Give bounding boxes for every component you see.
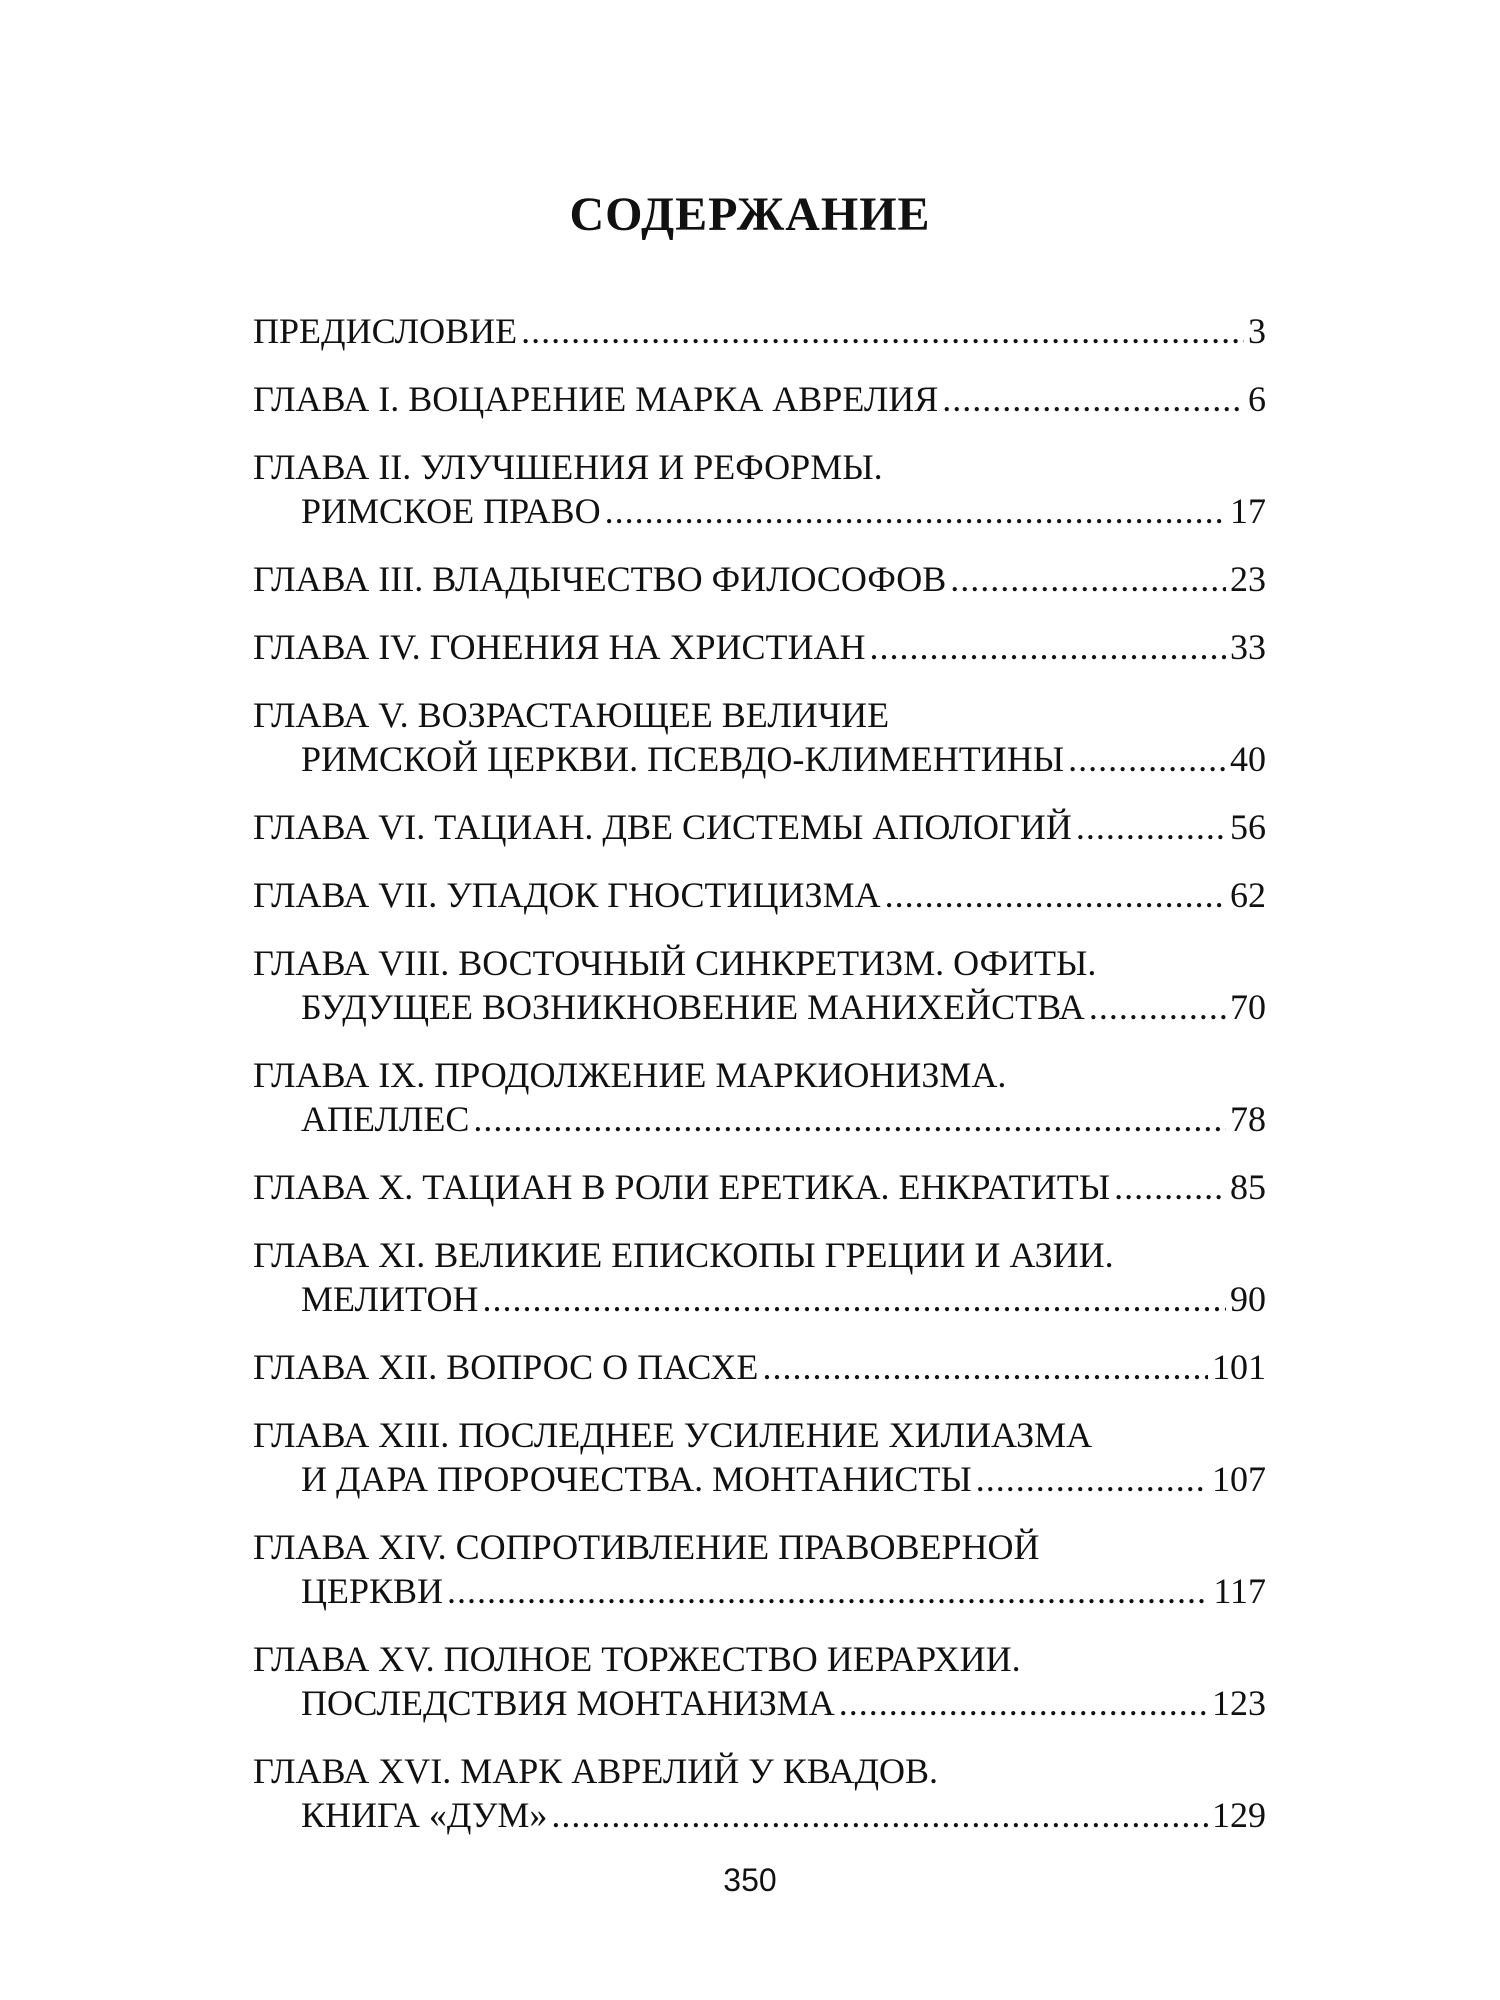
toc-entry xyxy=(253,625,1266,669)
toc-page-number: 123 xyxy=(1212,1683,1266,1723)
toc-entry xyxy=(253,377,1266,421)
dot-leader xyxy=(870,625,1226,669)
toc-entry xyxy=(253,1233,1266,1321)
toc-page-number: 78 xyxy=(1230,1099,1266,1139)
toc-line xyxy=(253,1345,1266,1389)
page-title: СОДЕРЖАНИЕ xyxy=(569,188,931,241)
toc-entry-title: ГЛАВА XI. ВЕЛИКИЕ ЕПИСКОПЫ ГРЕЦИИ И АЗИИ. xyxy=(253,1235,1114,1275)
toc-page-number: 101 xyxy=(1212,1347,1266,1387)
toc-page-number: 3 xyxy=(1248,311,1266,351)
toc-entry xyxy=(253,693,1266,781)
toc-line xyxy=(253,1233,1266,1277)
toc-entry-title: ГЛАВА XIII. ПОСЛЕДНЕЕ УСИЛЕНИЕ ХИЛИАЗМА xyxy=(253,1415,1093,1455)
toc-entry-title: ГЛАВА IX. ПРОДОЛЖЕНИЕ МАРКИОНИЗМА. xyxy=(253,1055,1007,1095)
dot-leader xyxy=(1068,737,1226,781)
toc-entry xyxy=(253,1413,1266,1501)
toc-line xyxy=(253,377,1266,421)
toc-page-number: 6 xyxy=(1248,379,1266,419)
toc-page-number: 90 xyxy=(1230,1279,1266,1319)
toc-line xyxy=(253,1165,1266,1209)
toc-page-number: 117 xyxy=(1213,1571,1266,1611)
toc-line xyxy=(253,941,1266,985)
toc-page-number: 23 xyxy=(1230,559,1266,599)
dot-leader xyxy=(976,1457,1208,1501)
toc-entry xyxy=(253,1165,1266,1209)
toc-entry-title: ГЛАВА VII. УПАДОК ГНОСТИЦИЗМА xyxy=(253,875,881,915)
dot-leader xyxy=(1089,985,1226,1029)
toc-entry xyxy=(253,1637,1266,1725)
toc-line xyxy=(253,737,1266,781)
toc-entry-title: ПОСЛЕДСТВИЯ МОНТАНИЗМА xyxy=(301,1683,835,1723)
toc-entry-title: ГЛАВА XV. ПОЛНОЕ ТОРЖЕСТВО ИЕРАРХИИ. xyxy=(253,1639,1021,1679)
toc-entry-title: ГЛАВА XII. ВОПРОС О ПАСХЕ xyxy=(253,1347,759,1387)
toc-page-number: 62 xyxy=(1230,875,1266,915)
dot-leader xyxy=(605,489,1226,533)
toc-line xyxy=(253,557,1266,601)
toc-line xyxy=(253,1413,1266,1457)
toc-entry xyxy=(253,1345,1266,1389)
toc-entry xyxy=(253,557,1266,601)
toc-page-number: 17 xyxy=(1230,491,1266,531)
toc-entry-title: ГЛАВА IV. ГОНЕНИЯ НА ХРИСТИАН xyxy=(253,627,866,667)
toc-line xyxy=(253,985,1266,1029)
toc-entry-title: МЕЛИТОН xyxy=(301,1279,479,1319)
toc-page-number: 107 xyxy=(1212,1459,1266,1499)
toc-line xyxy=(253,1793,1266,1837)
toc-entry-title: ЦЕРКВИ xyxy=(301,1571,444,1611)
toc-entry xyxy=(253,1749,1266,1837)
toc-entry-title: АПЕЛЛЕС xyxy=(301,1099,470,1139)
toc-line xyxy=(253,693,1266,737)
toc-line xyxy=(253,309,1266,353)
toc-entry-title: ГЛАВА VI. ТАЦИАН. ДВЕ СИСТЕМЫ АПОЛОГИЙ xyxy=(253,807,1072,847)
toc-entry-title: РИМСКОЙ ЦЕРКВИ. ПСЕВДО-КЛИМЕНТИНЫ xyxy=(301,739,1065,779)
toc-line xyxy=(253,489,1266,533)
toc-page-number: 56 xyxy=(1230,807,1266,847)
toc-entry-title: КНИГА «ДУМ» xyxy=(301,1795,548,1835)
toc-line xyxy=(253,1053,1266,1097)
toc-entry-title: ГЛАВА XVI. МАРК АВРЕЛИЙ У КВАДОВ. xyxy=(253,1751,939,1791)
toc-entry-title: РИМСКОЕ ПРАВО xyxy=(301,491,601,531)
dot-leader xyxy=(482,1277,1226,1321)
dot-leader xyxy=(1076,805,1226,849)
toc-line xyxy=(253,1457,1266,1501)
toc-line xyxy=(253,1637,1266,1681)
dot-leader xyxy=(839,1681,1208,1725)
toc-entry xyxy=(253,309,1266,353)
toc-entry-title: БУДУЩЕЕ ВОЗНИКНОВЕНИЕ МАНИХЕЙСТВА xyxy=(301,987,1085,1027)
dot-leader xyxy=(551,1793,1208,1837)
toc-page-number: 33 xyxy=(1230,627,1266,667)
toc-entry-title: ГЛАВА III. ВЛАДЫЧЕСТВО ФИЛОСОФОВ xyxy=(253,559,947,599)
toc-line xyxy=(253,1681,1266,1725)
dot-leader xyxy=(521,309,1244,353)
toc-line xyxy=(253,1569,1266,1613)
toc-page-number: 40 xyxy=(1230,739,1266,779)
toc-page-number: 129 xyxy=(1212,1795,1266,1835)
toc-entry xyxy=(253,1525,1266,1613)
toc-entry-title: ГЛАВА XIV. СОПРОТИВЛЕНИЕ ПРАВОВЕРНОЙ xyxy=(253,1527,1040,1567)
toc-entry-title: И ДАРА ПРОРОЧЕСТВА. МОНТАНИСТЫ xyxy=(301,1459,972,1499)
toc-entry-title: ПРЕДИСЛОВИЕ xyxy=(253,311,518,351)
toc-entry-title: ГЛАВА X. ТАЦИАН В РОЛИ ЕРЕТИКА. ЕНКРАТИТЫ xyxy=(253,1167,1111,1207)
table-of-contents xyxy=(253,309,1266,1861)
dot-leader xyxy=(885,873,1226,917)
toc-entry xyxy=(253,941,1266,1029)
toc-entry-title: ГЛАВА V. ВОЗРАСТАЮЩЕЕ ВЕЛИЧИЕ xyxy=(253,695,890,735)
toc-line xyxy=(253,1277,1266,1321)
page-number: 350 xyxy=(723,1862,777,1898)
dot-leader xyxy=(473,1097,1226,1141)
toc-entry xyxy=(253,445,1266,533)
dot-leader xyxy=(942,377,1244,421)
dot-leader xyxy=(447,1569,1209,1613)
toc-entry xyxy=(253,1053,1266,1141)
dot-leader xyxy=(762,1345,1208,1389)
toc-page-number: 85 xyxy=(1230,1167,1266,1207)
toc-entry xyxy=(253,873,1266,917)
toc-entry xyxy=(253,805,1266,849)
toc-line xyxy=(253,873,1266,917)
toc-line xyxy=(253,625,1266,669)
toc-entry-title: ГЛАВА II. УЛУЧШЕНИЯ И РЕФОРМЫ. xyxy=(253,447,883,487)
toc-line xyxy=(253,445,1266,489)
toc-line xyxy=(253,1749,1266,1793)
dot-leader xyxy=(950,557,1226,601)
toc-entry-title: ГЛАВА I. ВОЦАРЕНИЕ МАРКА АВРЕЛИЯ xyxy=(253,379,939,419)
toc-line xyxy=(253,1525,1266,1569)
toc-entry-title: ГЛАВА VIII. ВОСТОЧНЫЙ СИНКРЕТИЗМ. ОФИТЫ. xyxy=(253,943,1097,983)
toc-line xyxy=(253,805,1266,849)
toc-line xyxy=(253,1097,1266,1141)
toc-page-number: 70 xyxy=(1230,987,1266,1027)
dot-leader xyxy=(1114,1165,1226,1209)
